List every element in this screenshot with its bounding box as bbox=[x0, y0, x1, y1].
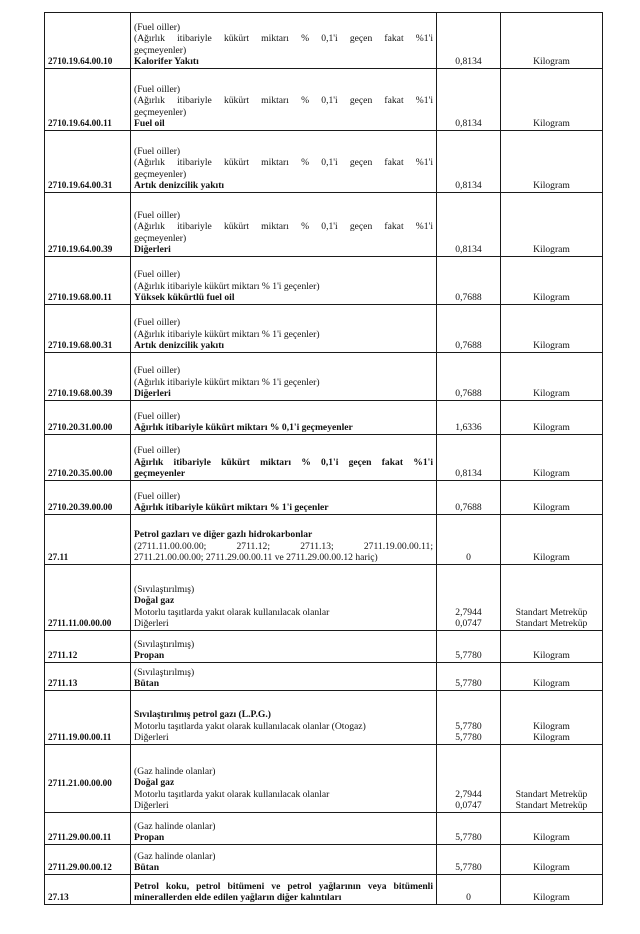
tariff-code: 2710.20.35.00.00 bbox=[45, 435, 131, 481]
tariff-code: 2711.19.00.00.11 bbox=[45, 691, 131, 745]
table-row bbox=[45, 515, 603, 565]
tax-rate: 2,7944 0,0747 bbox=[437, 565, 501, 631]
tax-rate: 0,8134 bbox=[437, 131, 501, 193]
unit: Kilogram bbox=[501, 257, 603, 305]
table-row bbox=[45, 481, 603, 515]
tax-rate: 0,7688 bbox=[437, 481, 501, 515]
unit: Kilogram bbox=[501, 69, 603, 131]
description: (Fuel oiller) (Ağırlık itibariyle kükürt miktarı % 0,1'i geçen fakat %1'i geçmeyenler) Fuel oil bbox=[131, 69, 437, 131]
description: (Fuel oiller) (Ağırlık itibariyle kükürt miktarı % 1'i geçenler) Artık denizcilik yakıtı bbox=[131, 305, 437, 353]
unit: Kilogram bbox=[501, 481, 603, 515]
description: (Fuel oiller) (Ağırlık itibariyle kükürt miktarı % 1'i geçenler) Yüksek kükürtlü fuel oil bbox=[131, 257, 437, 305]
unit: Kilogram bbox=[501, 305, 603, 353]
unit: Kilogram bbox=[501, 401, 603, 435]
description: (Sıvılaştırılmış) Bütan bbox=[131, 663, 437, 691]
unit: Standart Metreküp Standart Metreküp bbox=[501, 745, 603, 813]
description: (Sıvılaştırılmış) Doğal gaz Motorlu taşıtlarda yakıt olarak kullanılacak olanlar Diğerleri bbox=[131, 565, 437, 631]
tax-rate: 2,7944 0,0747 bbox=[437, 745, 501, 813]
unit: Kilogram bbox=[501, 515, 603, 565]
table-row bbox=[45, 745, 603, 813]
unit: Kilogram bbox=[501, 663, 603, 691]
table-row bbox=[45, 69, 603, 131]
table-row bbox=[45, 257, 603, 305]
table-row bbox=[45, 845, 603, 875]
description: (Fuel oiller) (Ağırlık itibariyle kükürt miktarı % 0,1'i geçen fakat %1'i geçmeyenler) Artık denizcilik yakıtı bbox=[131, 131, 437, 193]
tariff-code: 2711.12 bbox=[45, 631, 131, 663]
tariff-code: 27.11 bbox=[45, 515, 131, 565]
unit: Kilogram bbox=[501, 875, 603, 905]
description: Sıvılaştırılmış petrol gazı (L.P.G.) Motorlu taşıtlarda yakıt olarak kullanılacak olanlar (Otogaz) Diğerleri bbox=[131, 691, 437, 745]
table-row bbox=[45, 435, 603, 481]
table-row bbox=[45, 131, 603, 193]
tariff-table bbox=[44, 12, 603, 905]
unit: Kilogram bbox=[501, 813, 603, 845]
tariff-code: 2710.19.64.00.11 bbox=[45, 69, 131, 131]
table-row bbox=[45, 875, 603, 905]
tax-rate: 1,6336 bbox=[437, 401, 501, 435]
unit: Standart Metreküp Standart Metreküp bbox=[501, 565, 603, 631]
tax-rate: 0,7688 bbox=[437, 257, 501, 305]
description: (Gaz halinde olanlar) Doğal gaz Motorlu taşıtlarda yakıt olarak kullanılacak olanlar Diğerleri bbox=[131, 745, 437, 813]
table-row bbox=[45, 401, 603, 435]
unit: Kilogram Kilogram bbox=[501, 691, 603, 745]
description: (Gaz halinde olanlar) Propan bbox=[131, 813, 437, 845]
table-row bbox=[45, 631, 603, 663]
description: Petrol koku, petrol bitümeni ve petrol yağlarının veya bitümenli minerallerden elde edilen yağların diğer kalıntıları bbox=[131, 875, 437, 905]
tariff-code: 2710.19.68.00.11 bbox=[45, 257, 131, 305]
tariff-code: 2711.21.00.00.00 bbox=[45, 745, 131, 813]
tax-rate: 5,7780 bbox=[437, 845, 501, 875]
description: (Fuel oiller) Ağırlık itibariyle kükürt miktarı % 1'i geçenler bbox=[131, 481, 437, 515]
tariff-code: 27.13 bbox=[45, 875, 131, 905]
description: Petrol gazları ve diğer gazlı hidrokarbonlar (2711.11.00.00.00; 2711.12; 2711.13; 2711.19.00.00.11; 2711.21.00.00.00; 2711.29.00.00.11 ve 2711.29.00.00.12 hariç) bbox=[131, 515, 437, 565]
tariff-code: 2711.29.00.00.12 bbox=[45, 845, 131, 875]
tax-rate: 0,7688 bbox=[437, 353, 501, 401]
tax-rate: 0,8134 bbox=[437, 13, 501, 69]
unit: Kilogram bbox=[501, 845, 603, 875]
tariff-code: 2710.20.39.00.00 bbox=[45, 481, 131, 515]
table-row bbox=[45, 305, 603, 353]
description: (Fuel oiller) (Ağırlık itibariyle kükürt miktarı % 0,1'i geçen fakat %1'i geçmeyenler) Kalorifer Yakıtı bbox=[131, 13, 437, 69]
tax-rate: 5,7780 bbox=[437, 631, 501, 663]
tariff-code: 2710.19.64.00.31 bbox=[45, 131, 131, 193]
unit: Kilogram bbox=[501, 131, 603, 193]
description: (Fuel oiller) Ağırlık itibariyle kükürt miktarı % 0,1'i geçen fakat %1'i geçmeyenler bbox=[131, 435, 437, 481]
table-row bbox=[45, 691, 603, 745]
unit: Kilogram bbox=[501, 193, 603, 257]
table-row bbox=[45, 565, 603, 631]
tax-rate: 0,8134 bbox=[437, 193, 501, 257]
description: (Fuel oiller) Ağırlık itibariyle kükürt miktarı % 0,1'i geçmeyenler bbox=[131, 401, 437, 435]
unit: Kilogram bbox=[501, 353, 603, 401]
table-row bbox=[45, 813, 603, 845]
tariff-code: 2710.19.64.00.39 bbox=[45, 193, 131, 257]
tariff-code: 2711.11.00.00.00 bbox=[45, 565, 131, 631]
unit: Kilogram bbox=[501, 435, 603, 481]
tax-rate: 0,8134 bbox=[437, 435, 501, 481]
tariff-code: 2710.19.68.00.39 bbox=[45, 353, 131, 401]
unit: Kilogram bbox=[501, 13, 603, 69]
tariff-code: 2710.19.64.00.10 bbox=[45, 13, 131, 69]
tax-rate: 0,8134 bbox=[437, 69, 501, 131]
tariff-code: 2710.19.68.00.31 bbox=[45, 305, 131, 353]
tax-rate: 5,7780 bbox=[437, 813, 501, 845]
unit: Kilogram bbox=[501, 631, 603, 663]
tariff-code: 2710.20.31.00.00 bbox=[45, 401, 131, 435]
tariff-code: 2711.29.00.00.11 bbox=[45, 813, 131, 845]
tax-rate: 5,7780 bbox=[437, 663, 501, 691]
tax-rate: 0 bbox=[437, 875, 501, 905]
tax-rate: 5,7780 5,7780 bbox=[437, 691, 501, 745]
tariff-code: 2711.13 bbox=[45, 663, 131, 691]
tax-rate: 0 bbox=[437, 515, 501, 565]
description: (Fuel oiller) (Ağırlık itibariyle kükürt miktarı % 0,1'i geçen fakat %1'i geçmeyenler) Diğerleri bbox=[131, 193, 437, 257]
description: (Sıvılaştırılmış) Propan bbox=[131, 631, 437, 663]
table-row bbox=[45, 13, 603, 69]
table-row bbox=[45, 353, 603, 401]
tax-rate: 0,7688 bbox=[437, 305, 501, 353]
description: (Fuel oiller) (Ağırlık itibariyle kükürt miktarı % 1'i geçenler) Diğerleri bbox=[131, 353, 437, 401]
description: (Gaz halinde olanlar) Bütan bbox=[131, 845, 437, 875]
table-row bbox=[45, 193, 603, 257]
table-row bbox=[45, 663, 603, 691]
